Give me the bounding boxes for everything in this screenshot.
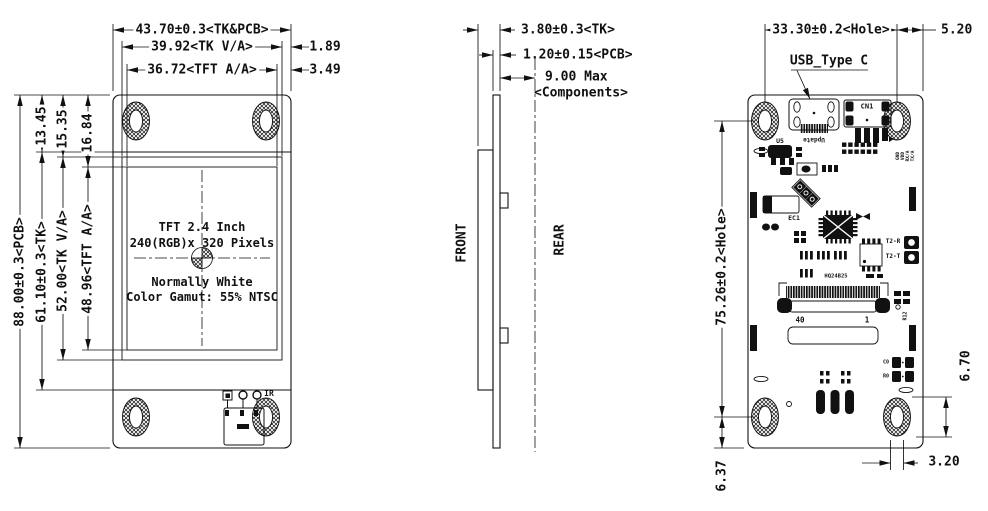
usb-type-c-label: USB_Type C bbox=[789, 53, 869, 69]
ref-t2t: T2-T bbox=[885, 253, 901, 260]
dim-offset-tk: 13.45 bbox=[34, 106, 50, 146]
side-dimension-lines bbox=[463, 24, 535, 146]
dim-components-note: <Components> bbox=[534, 85, 628, 101]
sig-label-gnd: GND bbox=[895, 151, 901, 161]
dim-width-tk-va: 39.92<TK V/A> bbox=[151, 39, 253, 55]
fpc-pin-40: 40 bbox=[795, 315, 805, 325]
dim-thickness-pcb: 1.20±0.15<PCB> bbox=[523, 47, 633, 63]
dim-components-max: 9.00 Max bbox=[545, 69, 608, 85]
dim-margin-aa: 3.49 bbox=[309, 62, 341, 78]
dim-height-va: 52.00<TK V/A> bbox=[55, 210, 71, 312]
ref-update: Update bbox=[803, 136, 825, 143]
dim-height-aa: 48.96<TFT A/A> bbox=[80, 204, 96, 314]
dim-hole-width: 3.20 bbox=[928, 454, 960, 470]
dim-offset-va: 15.35 bbox=[55, 109, 71, 149]
dim-width-tk-pcb: 43.70±0.3<TK&PCB> bbox=[135, 22, 269, 38]
ref-u5: U5 bbox=[776, 136, 784, 145]
dim-height-pcb: 88.00±0.3<PCB> bbox=[12, 217, 28, 327]
ir-label: IR bbox=[264, 389, 274, 398]
front-centerlines bbox=[134, 170, 270, 346]
ref-r0: R0 bbox=[882, 373, 890, 380]
display-spec-line-4: Color Gamut: 55% NTSC bbox=[126, 290, 278, 304]
display-spec-line-3: Normally White bbox=[151, 275, 253, 289]
ref-cn1: CN1 bbox=[860, 102, 874, 111]
dim-hole-span-x: 33.30±0.2<Hole> bbox=[772, 22, 890, 38]
dim-width-tft-aa: 36.72<TFT A/A> bbox=[147, 62, 257, 78]
ref-ic-partnumber: HQ24B25 bbox=[824, 273, 848, 280]
display-spec-line-2: 240(RGB)x 320 Pixels bbox=[129, 236, 275, 250]
front-side-label: FRONT bbox=[454, 223, 470, 263]
ref-t2r: T2-R bbox=[885, 238, 901, 245]
side-view-outline bbox=[478, 58, 535, 452]
sig-label-vdd: VDD bbox=[900, 151, 906, 161]
dim-thickness-tk: 3.80±0.3<TK> bbox=[521, 22, 615, 38]
sig-label-rxa: RX/A bbox=[905, 150, 911, 162]
dim-hole-edge-x: 5.20 bbox=[941, 22, 973, 38]
ref-r12: R12 bbox=[902, 311, 909, 321]
dim-hole-height: 6.70 bbox=[958, 350, 974, 382]
dim-margin-va: 1.89 bbox=[309, 39, 341, 55]
usb-type-c-connector bbox=[789, 99, 839, 133]
fpc-pin-1: 1 bbox=[864, 315, 870, 325]
dim-hole-span-y: 75.26±0.2<Hole> bbox=[714, 208, 730, 326]
dim-offset-aa: 16.84 bbox=[80, 113, 96, 153]
ref-ec1: EC1 bbox=[788, 213, 800, 222]
rear-side-label: REAR bbox=[552, 224, 568, 256]
dim-height-tk: 61.10±0.3<TK> bbox=[34, 221, 50, 323]
ref-c0: C0 bbox=[882, 359, 890, 366]
sig-label-txa: TX/A bbox=[910, 150, 916, 162]
dim-hole-edge-y: 6.37 bbox=[714, 460, 730, 492]
display-spec-line-1: TFT 2.4 Inch bbox=[158, 220, 246, 234]
